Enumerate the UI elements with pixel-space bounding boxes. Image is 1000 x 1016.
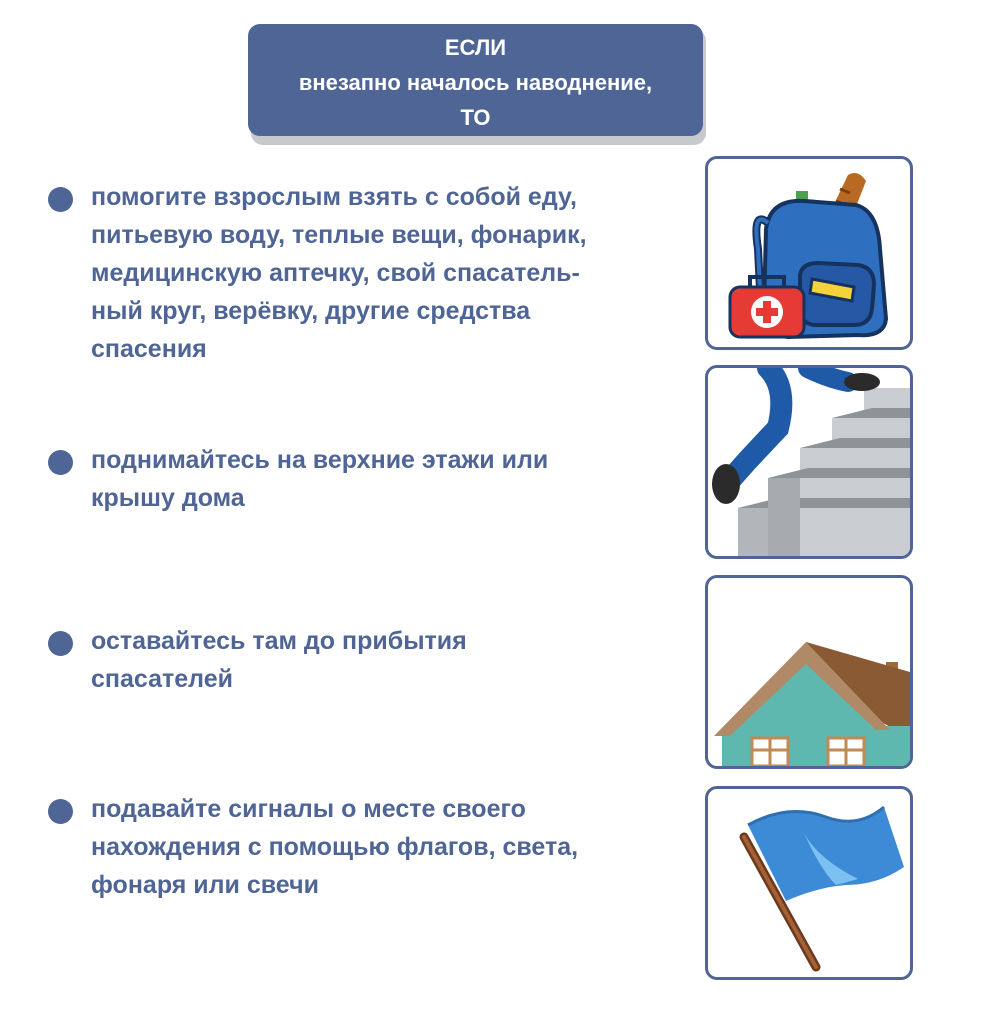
list-item-text: подавайте сигналы о месте своего нахождения с помощью флагов, света, фонаря или свечи bbox=[91, 795, 579, 899]
list-item-give-signals bbox=[48, 790, 668, 904]
list-item-take-supplies bbox=[48, 178, 668, 368]
picture-frame-backpack bbox=[705, 156, 913, 350]
list-item-go-upstairs bbox=[48, 441, 668, 517]
bullet-dot bbox=[48, 450, 73, 475]
header-banner bbox=[248, 24, 703, 136]
header-line-3: ТО bbox=[460, 105, 491, 130]
picture-frame-house bbox=[705, 575, 913, 769]
house-icon bbox=[708, 578, 910, 766]
header-line-2: внезапно началось наводнение, bbox=[298, 70, 653, 95]
stairs-icon bbox=[708, 368, 910, 556]
flag-icon bbox=[708, 789, 910, 977]
list-item-text: помогите взрослым взять с собой еду, питьевую воду, теплые вещи, фонарик, медицинскую аптечку, свой спасатель- ный круг, верёвку, другие средства спасения bbox=[91, 183, 587, 363]
bullet-dot bbox=[48, 187, 73, 212]
list-item-text: оставайтесь там до прибытия спасателей bbox=[91, 627, 467, 693]
header-line-1: ЕСЛИ bbox=[444, 35, 507, 60]
picture-frame-flag bbox=[705, 786, 913, 980]
bullet-dot bbox=[48, 799, 73, 824]
bullet-dot bbox=[48, 631, 73, 656]
backpack-icon bbox=[708, 159, 910, 347]
list-item-wait-rescuers bbox=[48, 622, 668, 698]
list-item-text: поднимайтесь на верхние этажи или крышу дома bbox=[91, 446, 549, 512]
picture-frame-stairs bbox=[705, 365, 913, 559]
